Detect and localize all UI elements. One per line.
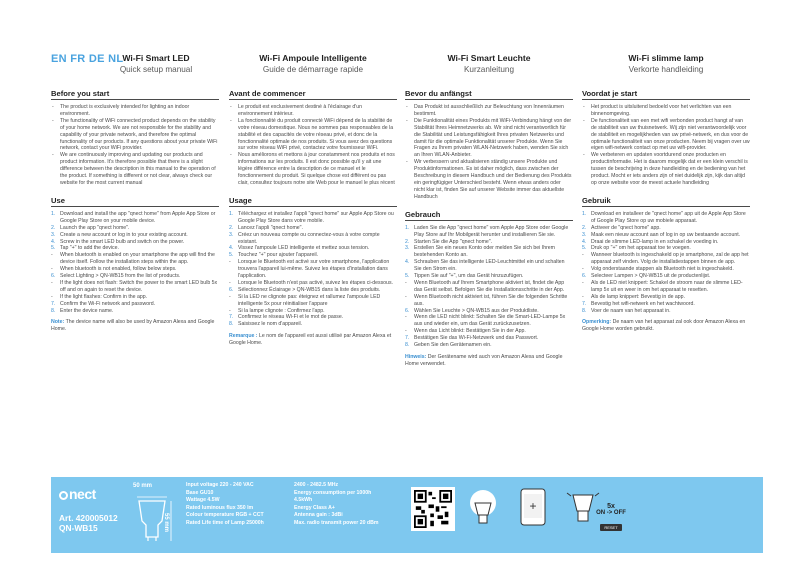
step-text: Wenn das Licht blinkt: Bestätigen Sie in der App.: [414, 328, 526, 335]
step-item: [51, 280, 219, 294]
note-text: Der Gerätename wird auch von Amazon Alexa und Google Home verwendet.: [405, 354, 563, 367]
step-item: [582, 232, 750, 239]
step-text: Sélectionnez Éclairage > QN-WB15 dans la liste des produits.: [238, 286, 381, 293]
step-item: [582, 239, 750, 246]
step-number: 3.: [582, 231, 587, 238]
qr-code: [411, 487, 455, 531]
before-list: [405, 104, 573, 201]
step-item: [51, 308, 219, 315]
step-number: -: [229, 279, 231, 286]
step-number: -: [582, 293, 584, 300]
step-number: 2.: [582, 224, 587, 231]
step-item: [405, 308, 573, 315]
step-item: [405, 239, 573, 246]
spec-line: Rated luminous flux 350 lm: [186, 504, 254, 511]
note-label: Hinweis:: [405, 354, 427, 360]
before-list: [51, 104, 219, 187]
step-text: Téléchargez et installez l'appli "qnect home" sur Apple App Store ou Google Play Store dans votre mobile.: [238, 210, 394, 224]
use-steps-list: [51, 211, 219, 315]
manual-column: [582, 53, 750, 333]
use-steps-list: [229, 211, 397, 328]
list-item: - Le produit est exclusivement destiné à l'éclairage d'un environnement intérieur.: [229, 104, 397, 118]
step-text: Wenn Bluetooth nicht aktiviert ist, führen Sie die folgenden Schritte aus.: [414, 293, 568, 307]
column-header: [405, 53, 573, 75]
step-text: If the light does not flash: Switch the power to the smart LED bulb 5x off and on again to reset the device.: [60, 279, 218, 293]
note-label: Opmerking:: [582, 319, 612, 326]
step-text: Wenn Bluetooth auf Ihrem Smartphone aktiviert ist, findet die App das Gerät selbst. Befolgen Sie die Installationsschritte in der App.: [414, 279, 565, 293]
step-text: Erstellen Sie ein neues Konto oder melden Sie sich bei Ihrem bestehenden Konto an.: [414, 245, 556, 259]
before-you-start-heading: Bevor du anfängst: [405, 89, 573, 100]
spec-line: Colour temperature RGB + CCT: [186, 512, 264, 519]
list-item: - Die Funktionalität eines Produkts mit WiFi-Verbindung hängt von der Stabilität Ihres Heimnetzwerks ab. Wir sind nicht verantwortlich für die Stabilität und Leistungsfähigkeit Ihres privaten Netzwerks und damit für die optimale Funktionalität unserer Produkte. Wenn Sie Fragen zu Ihrem privaten WLAN-Netzwerk haben, wenden Sie sich an Ihren WLAN-Anbieter.: [405, 118, 573, 159]
step-number: 6.: [405, 307, 410, 314]
step-number: 2.: [405, 238, 410, 245]
step-text: When bluetooth is enabled on your smartphone the app will find the device itself. Follow the installation steps within the app.: [60, 252, 215, 266]
step-number: -: [51, 252, 53, 259]
note-text: De naam van het apparaat zal ook door Amazon Alexa en Google Home worden gebruikt.: [582, 319, 746, 333]
step-number: 1.: [405, 224, 410, 231]
step-text: When bluetooth is not enabled, follow below steps.: [60, 266, 177, 273]
spec-line: 2400 - 2482.5 MHz: [294, 482, 339, 488]
list-item: - De functionaliteit van een met wifi verbonden product hangt af van de stabiliteit van uw thuisnetwerk. Wij zijn niet verantwoordelijk voor de stabiliteit en mogelijkheden van uw privé-netwerk, en dus voor de optimale functionaliteit van onze producten. Neem bij vragen over uw eigen wifi-netwerk contact op met uw wifi-provider.: [582, 118, 750, 153]
step-item: [229, 287, 397, 294]
spec-line: Base GU10: [186, 489, 214, 496]
step-text: Saisissez le nom d'appareil.: [238, 321, 303, 328]
step-item: [405, 342, 573, 349]
column-subtitle: Guide de démarrage rapide: [262, 65, 364, 74]
step-number: 6.: [229, 286, 234, 293]
step-item: [405, 273, 573, 280]
step-item: [229, 280, 397, 287]
list-item: - The functionality of WiFi connected product depends on the stability of your home network. We are not responsible for the stability and capability of your private network, and therefore the optimal functionality of our products. If any questions about your private WiFi network, contact your WiFi provider.: [51, 118, 219, 153]
step-number: 7.: [405, 335, 410, 342]
spec-line: Max. radio transmit power 20 dBm: [294, 519, 379, 526]
step-item: [582, 294, 750, 301]
reset-onoff: ON -> OFF: [596, 510, 626, 516]
step-item: [405, 294, 573, 308]
column-header: [51, 53, 219, 75]
step-text: Si la LED ne clignote pas: éteignez et rallumez l'ampoule LED intelligente 5x pour réinitialiser l'appare: [238, 293, 381, 307]
step-number: -: [405, 279, 407, 286]
step-text: Tap "+" to add the device.: [60, 245, 119, 252]
step-text: Activeer de "qnect home" app.: [591, 224, 661, 231]
qnect-logo: nect: [59, 486, 96, 502]
step-item: [229, 225, 397, 232]
manual-column: [51, 53, 219, 333]
step-number: 4.: [582, 238, 587, 245]
step-text: Laden Sie die App "qnect home" vom Apple App Store oder Google Play Store auf Ihr Mobilgerät herunter und installieren Sie sie.: [414, 224, 569, 238]
before-you-start-heading: Voordat je start: [582, 89, 750, 100]
step-text: Launch the app "qnect home".: [60, 224, 130, 231]
step-number: -: [582, 279, 584, 286]
step-item: [51, 294, 219, 301]
step-item: [51, 225, 219, 232]
step-number: -: [51, 293, 53, 300]
step-text: Starten Sie die App "qnect home".: [414, 238, 493, 245]
step-text: Schrauben Sie das intelligente LED-Leuchtmittel ein und schalten Sie den Strom ein.: [414, 259, 565, 273]
step-item: [405, 280, 573, 294]
svg-text:+: +: [529, 499, 537, 513]
reset-count: 5x: [607, 503, 615, 510]
step-text: Als de LED niet knippert: Schakel de stroom naar de slimme LED-lamp 5x uit en weer in om het apparaat te resetten.: [591, 279, 743, 293]
column-title: Wi-Fi Smart Leuchte: [447, 53, 531, 63]
column-subtitle: Quick setup manual: [119, 65, 193, 74]
note-label: Note:: [51, 319, 65, 326]
step-text: Druk op "+" om het apparaat toe te voegen.: [591, 245, 691, 252]
before-list: [229, 104, 397, 187]
step-item: [229, 259, 397, 280]
note: [582, 319, 750, 333]
step-text: Wenn die LED nicht blinkt: Schalten Sie die Smart-LED-Lampe 5x aus und wieder ein, um das Gerät zurückzusetzen.: [414, 314, 566, 328]
step-text: Vissez l'ampoule LED intelligente et mettez sous tension.: [238, 245, 370, 252]
bulb-height-label: 55 mm: [163, 513, 169, 533]
spec-line: Input voltage 220 - 240 VAC: [186, 482, 254, 488]
column-subtitle: Kurzanleitung: [463, 65, 515, 74]
step-number: -: [405, 314, 407, 321]
bulb-dimension-drawing: [135, 483, 177, 543]
step-item: [582, 273, 750, 280]
step-item: [51, 301, 219, 308]
step-item: [51, 232, 219, 239]
step-item: [405, 259, 573, 273]
step-text: Lorsque le Bluetooth n'est pas activé, suivez les étapes ci-dessous.: [238, 279, 393, 286]
before-you-start-heading: Before you start: [51, 89, 219, 100]
step-number: 5.: [405, 273, 410, 280]
step-number: 3.: [51, 231, 56, 238]
list-item: - Wir verbessern und aktualisieren ständig unsere Produkte und Produktinformationen. Es ist daher möglich, dass zwischen der Beschreibung in diesem Handbuch und der Bedienung des Produkts ein geringfügiger Unterschied besteht. Wenn etwas anders oder nicht klar ist, finden Sie auf unserer Website immer das aktuellste Handbuch: [405, 159, 573, 200]
step-number: 1.: [229, 210, 234, 217]
spec-line: Energy consumption per 1000h: [294, 489, 372, 496]
step-number: 4.: [229, 245, 234, 252]
step-number: 7.: [582, 300, 587, 307]
before-list: [582, 104, 750, 187]
step-item: [229, 314, 397, 321]
step-item: [582, 301, 750, 308]
step-text: Touchez "+" pour ajouter l'appareil.: [238, 252, 319, 259]
step-text: Bestätigen Sie das Wi-Fi-Netzwerk und das Passwort.: [414, 335, 539, 342]
step-text: Lancez l'appli "qnect home".: [238, 224, 303, 231]
step-text: Tippen Sie auf "+", um das Gerät hinzuzufügen.: [414, 273, 524, 280]
step-number: 1.: [51, 210, 56, 217]
step-item: [582, 266, 750, 273]
step-item: [229, 211, 397, 225]
step-number: 3.: [405, 245, 410, 252]
phone-app-icon: [513, 485, 553, 529]
bulb-outline-icon: [135, 483, 177, 543]
step-number: -: [229, 307, 231, 314]
use-heading: Use: [51, 196, 219, 207]
use-heading: Gebruik: [582, 196, 750, 207]
step-number: 8.: [229, 321, 234, 328]
note-text: Le nom de l'appareil est aussi utilisé par Amazon Alexa et Google Home.: [229, 333, 392, 347]
step-item: [582, 245, 750, 252]
spec-line: Wattage 4.5W: [186, 497, 220, 504]
step-number: 8.: [51, 307, 56, 314]
article-info: [59, 513, 118, 533]
step-item: [229, 308, 397, 315]
step-text: Confirmez le réseau Wi-Fi et le mot de passe.: [238, 314, 344, 321]
list-item: - Het product is uitsluitend bedoeld voor het verlichten van een binnenomgeving.: [582, 104, 750, 118]
step-text: Create a new account or log in to your existing account.: [60, 231, 188, 238]
list-item: - We are continuously improving and updating our products and product information. It's therefore possible that there is a slight difference between the description in this manual to the operation of the product. If something is different or not clear, always check our website for the most current manual: [51, 152, 219, 187]
step-text: Lorsque le Bluetooth est activé sur votre smartphone, l'application trouvera l'appareil lui-même. Suivez les étapes d'installation dans l'application.: [238, 259, 390, 280]
step-number: -: [582, 252, 584, 259]
step-number: 2.: [229, 224, 234, 231]
use-heading: Usage: [229, 196, 397, 207]
reset-instruction: [581, 503, 641, 534]
step-item: [405, 328, 573, 335]
step-item: [405, 314, 573, 328]
step-text: Download en installeer de "qnect home" app uit de Apple App Store of Google Play Store op uw mobiele apparaat.: [591, 210, 746, 224]
step-item: [229, 321, 397, 328]
step-number: 6.: [51, 273, 56, 280]
step-text: Si la lampe clignote : Confirmez l'app.: [238, 307, 325, 314]
manual-column: [229, 53, 397, 347]
step-number: 4.: [405, 259, 410, 266]
step-item: [229, 252, 397, 259]
step-item: [51, 252, 219, 266]
step-text: Volg onderstaande stappen als Bluetooth niet is ingeschakeld.: [591, 266, 734, 273]
list-item: - Das Produkt ist ausschließlich zur Beleuchtung von Innenräumen bestimmt.: [405, 104, 573, 118]
use-heading: Gebrauch: [405, 210, 573, 221]
spec-line: Antenna gain : 3dBi: [294, 512, 343, 519]
spec-line: 4.5kWh: [294, 497, 313, 504]
column-title: Wi-Fi slimme lamp: [628, 53, 704, 63]
note-label: Remarque :: [229, 333, 258, 340]
step-number: 5.: [229, 252, 234, 259]
step-number: 2.: [51, 224, 56, 231]
column-subtitle: Verkorte handleiding: [628, 65, 704, 74]
article-number: Art. 420005012: [59, 513, 118, 523]
step-text: Draai de slimme LED-lamp in en schakel de voeding in.: [591, 238, 719, 245]
note-text: The device name will also be used by Amazon Alexa and Google Home.: [51, 319, 215, 333]
step-item: [582, 280, 750, 294]
before-you-start-heading: Avant de commencer: [229, 89, 397, 100]
spec-line: Energy Class A+: [294, 504, 335, 511]
step-item: [582, 252, 750, 266]
step-text: Download and install the app "qnect home" from Apple App Store or Google Play Store on your mobile device.: [60, 210, 216, 224]
qnect-logo-icon: [59, 491, 68, 500]
step-text: Wählen Sie Leuchte > QN-WB15 aus der Produktliste.: [414, 307, 539, 314]
step-text: Voer de naam van het apparaat in.: [591, 307, 671, 314]
step-number: 7.: [229, 314, 234, 321]
step-item: [229, 294, 397, 308]
bulb-width-label: 50 mm: [133, 483, 153, 489]
step-number: 3.: [229, 231, 234, 238]
bulb-install-icon: [463, 485, 503, 529]
step-number: 5.: [51, 245, 56, 252]
step-item: [229, 232, 397, 246]
step-item: [582, 308, 750, 315]
list-item: - Nous améliorons et mettons à jour constamment nos produits et nos informations sur les produits. Il est donc possible qu'il y ait une légère différence entre la description de ce manuel et le fonctionnement du produit. Si quelque chose est différent ou pas clair, consultez toujours notre site Web pour le manuel le plus récent: [229, 152, 397, 187]
reset-label: RESET: [600, 524, 621, 531]
step-number: 6.: [582, 273, 587, 280]
step-text: Als de lamp knippert: Bevestig in de app.: [591, 293, 686, 300]
note: [229, 333, 397, 347]
step-text: Maak een nieuw account aan of log in op uw bestaande account.: [591, 231, 741, 238]
step-number: -: [51, 279, 53, 286]
use-steps-list: [582, 211, 750, 315]
step-number: 1.: [582, 210, 587, 217]
manual-column: [405, 53, 573, 368]
step-item: [405, 225, 573, 239]
step-text: Créez un nouveau compte ou connectez-vous à votre compte existant.: [238, 231, 380, 245]
language-tag: EN FR DE NL: [51, 53, 124, 65]
spec-line: Rated Life time of Lamp 25000h: [186, 519, 264, 526]
step-item: [51, 266, 219, 273]
step-item: [229, 245, 397, 252]
column-title: Wi-Fi Smart LED: [122, 53, 190, 63]
step-item: [51, 211, 219, 225]
list-item: - We verbeteren en updaten voortdurend onze producten en productinformatie. Het is daarom mogelijk dat er een klein verschil is tussen de beschrijving in deze handleiding en de bediening van het product. Mocht er iets anders zijn of niet duidelijk zijn, kijk dan altijd op onze website voor de meest actuele handleiding: [582, 152, 750, 187]
list-item: - The product is exclusively intended for lighting an indoor environment.: [51, 104, 219, 118]
column-title: Wi-Fi Ampoule Intelligente: [259, 53, 367, 63]
step-number: -: [229, 259, 231, 266]
step-text: Bevestig het wifi-netwerk en het wachtwoord.: [591, 300, 695, 307]
step-number: -: [229, 293, 231, 300]
step-number: 8.: [582, 307, 587, 314]
step-item: [51, 239, 219, 246]
step-number: -: [582, 266, 584, 273]
step-text: Geben Sie den Gerätenamen ein.: [414, 342, 492, 349]
step-number: -: [405, 293, 407, 300]
step-number: 4.: [51, 238, 56, 245]
list-item: - La fonctionnalité du produit connecté WiFi dépend de la stabilité de votre réseau domestique. Nous ne sommes pas responsables de la stabilité et des capacités de votre réseau privé, et donc de la fonctionnalité optimale de nos produits. Si vous avez des questions sur votre réseau WiFi privé, contactez votre fournisseur WiFi.: [229, 118, 397, 153]
step-number: -: [405, 328, 407, 335]
step-text: Select Lighting > QN-WB15 from the list of products.: [60, 273, 181, 280]
note: [405, 354, 573, 368]
use-steps-list: [405, 225, 573, 349]
step-text: Selecteer Lampen > QN-WB15 uit de productenlijst.: [591, 273, 711, 280]
note: [51, 319, 219, 333]
qr-code-icon: [414, 490, 452, 528]
product-info-footer: [51, 477, 763, 553]
step-item: [405, 335, 573, 342]
column-header: [582, 53, 750, 75]
step-item: [51, 273, 219, 280]
step-text: If the light flashes: Confirm in the app.: [60, 293, 148, 300]
step-text: Confirm the Wi-Fi network and password.: [60, 300, 156, 307]
specs-right: [294, 482, 378, 528]
step-number: -: [51, 266, 53, 273]
step-item: [582, 225, 750, 232]
step-item: [51, 245, 219, 252]
specs-left: [186, 482, 264, 528]
model-number: QN-WB15: [59, 523, 98, 533]
column-header: [229, 53, 397, 75]
step-item: [582, 211, 750, 225]
step-number: 7.: [51, 300, 56, 307]
step-number: 5.: [582, 245, 587, 252]
step-text: Wanneer bluetooth is ingeschakeld op je smartphone, zal de app het apparaat zelf vinden. Volg de installatiestappen binnen de app.: [591, 252, 749, 266]
step-text: Enter the device name.: [60, 307, 114, 314]
step-number: 8.: [405, 342, 410, 349]
step-text: Screw in the smart LED bulb and switch on the power.: [60, 238, 185, 245]
step-item: [405, 245, 573, 259]
